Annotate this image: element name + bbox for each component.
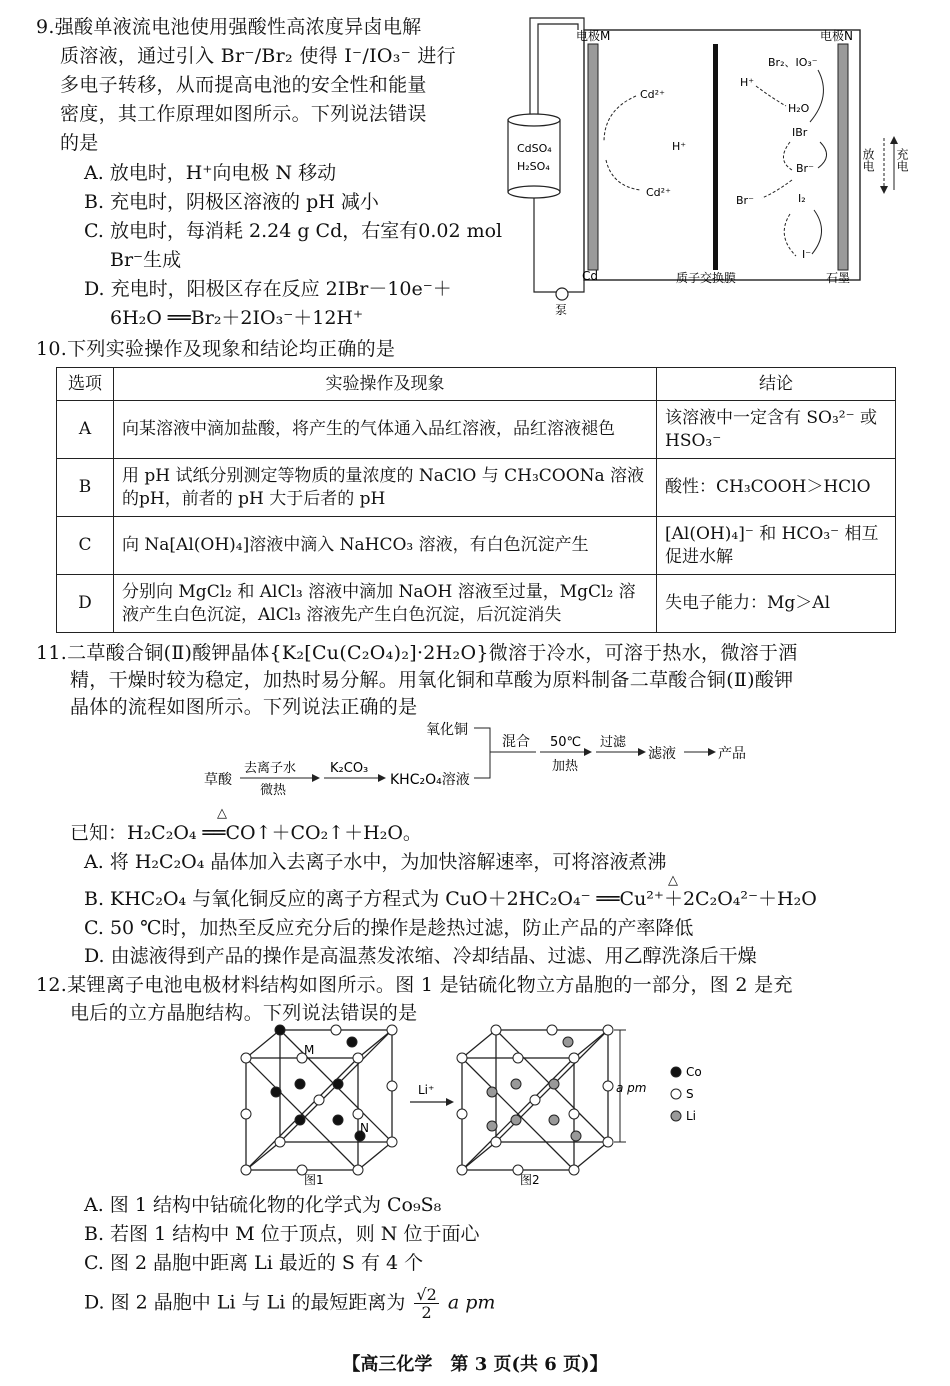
table-row <box>57 459 896 517</box>
electrode-m-label: 电极M <box>576 29 611 43</box>
table-row <box>57 575 896 633</box>
q12-stem-line-1: 12.某锂离子电池电极材料结构如图所示。图 1 是钴硫化物立方晶胞的一部分，图 2 是充 <box>36 974 793 996</box>
q11-stem-line-2: 精，干燥时较为稳定，加热时易分解。用氧化铜和草酸为原料制备二草酸合铜(Ⅱ)酸钾 <box>70 669 794 691</box>
h-right-label: H⁺ <box>740 76 755 89</box>
fraction-denominator: 2 <box>421 1303 432 1322</box>
q11-stem-line-1: 11.二草酸合铜(Ⅱ)酸钾晶体{K₂[Cu(C₂O₄)₂]·2H₂O}微溶于冷水，可溶于热水，微溶于酒 <box>36 642 798 664</box>
flow-product: 产品 <box>718 746 746 762</box>
i-minus-label: I⁻ <box>802 248 812 261</box>
battery-diagram <box>500 10 920 320</box>
q9-stem-line-4: 密度，其工作原理如图所示。下列说法错误 <box>60 103 427 125</box>
q10-stem: 10.下列实验操作及现象和结论均正确的是 <box>36 338 396 360</box>
fraction <box>414 1286 438 1321</box>
q11-option-d: D. 由滤液得到产品的操作是高温蒸发浓缩、冷却结晶、过滤、用乙醇洗涤后干燥 <box>84 945 757 967</box>
row-option: D <box>57 575 114 633</box>
q9-stem-line-5: 的是 <box>60 132 99 154</box>
legend-li-icon <box>671 1111 681 1121</box>
table-row <box>57 401 896 459</box>
electrode-n <box>838 44 848 270</box>
q9-option-d: D. 充电时，阳极区存在反应 2IBr－10e⁻＋ <box>84 278 452 300</box>
h-center-label: H⁺ <box>672 140 687 153</box>
legend-s-icon <box>671 1089 681 1099</box>
q11-option-c: C. 50 ℃时，加热至反应充分后的操作是趁热过滤，防止产品的产率降低 <box>84 917 694 939</box>
tank-label-1: CdSO₄ <box>517 142 552 155</box>
row-option: A <box>57 401 114 459</box>
q12-option-d-suffix: a pm <box>447 1291 496 1314</box>
label-n: N <box>360 1121 369 1135</box>
flow-k2co3: K₂CO₃ <box>330 761 369 776</box>
fig1-caption: 图1 <box>304 1173 324 1186</box>
q9-option-c: C. 放电时，每消耗 2.24 g Cd，右室有0.02 mol <box>84 220 503 242</box>
page-footer: 【高三化学 第 3 页(共 6 页)】 <box>342 1354 608 1375</box>
q11-stem-line-3: 晶体的流程如图所示。下列说法正确的是 <box>70 696 418 718</box>
charge-label: 充电 <box>895 148 909 172</box>
electrode-n-label: 电极N <box>820 29 853 43</box>
flow-mix: 混合 <box>502 734 530 750</box>
legend-co-icon <box>671 1067 681 1077</box>
flow-warm: 微热 <box>260 783 287 796</box>
membrane-label: 质子交换膜 <box>676 271 737 285</box>
row-conclusion: 失电子能力：Mg＞Al <box>657 575 896 633</box>
row-conclusion: [Al(OH)₄]⁻ 和 HCO₃⁻ 相互促进水解 <box>657 517 896 575</box>
q12-option-d <box>84 1286 495 1321</box>
q11-option-b: B. KHC₂O₄ 与氧化铜反应的离子方程式为 CuO＋2HC₂O₄⁻ ══Cu²⁺＋2C₂O₄²⁻＋H₂O <box>84 888 817 910</box>
q9-option-d-cont: 6H₂O ══Br₂＋2IO₃⁻＋12H⁺ <box>110 307 364 329</box>
legend-co: Co <box>686 1065 702 1079</box>
li-arrow-label: Li⁺ <box>418 1083 435 1097</box>
header-option: 选项 <box>57 368 114 401</box>
graphite-label: 石墨 <box>826 271 851 285</box>
preparation-flowchart <box>200 718 760 796</box>
q9-option-c-cont: Br⁻生成 <box>110 249 182 271</box>
flow-heat: 加热 <box>552 759 579 774</box>
q9-stem-line-2: 质溶液，通过引入 Br⁻/Br₂ 使得 I⁻/IO₃⁻ 进行 <box>60 45 456 67</box>
flow-temp: 50℃ <box>550 735 582 750</box>
row-operation: 分别向 MgCl₂ 和 AlCl₃ 溶液中滴加 NaOH 溶液至过量，MgCl₂ 溶液产生白色沉淀，AlCl₃ 溶液先产生白色沉淀，后沉淀消失 <box>114 575 657 633</box>
discharge-label: 放电 <box>861 148 875 172</box>
tank-label-2: H₂SO₄ <box>517 160 550 173</box>
row-conclusion: 酸性：CH₃COOH＞HClO <box>657 459 896 517</box>
br-left-label: Br⁻ <box>736 194 754 207</box>
flow-khc2o4: KHC₂O₄溶液 <box>390 772 470 788</box>
fig2-caption: 图2 <box>520 1173 540 1186</box>
header-operation: 实验操作及现象 <box>114 368 657 401</box>
row-operation: 用 pH 试纸分别测定等物质的量浓度的 NaClO 与 CH₃COONa 溶液的pH，前者的 pH 大于后者的 pH <box>114 459 657 517</box>
cd-label: Cd <box>582 269 598 283</box>
br-minus-label: Br⁻ <box>796 162 814 175</box>
header-conclusion: 结论 <box>657 368 896 401</box>
legend-li: Li <box>686 1109 697 1123</box>
proton-exchange-membrane <box>713 44 718 270</box>
table-row <box>57 517 896 575</box>
fraction-numerator: √2 <box>416 1285 437 1304</box>
i2-label: I₂ <box>798 192 806 205</box>
flow-oxalic: 草酸 <box>204 772 232 788</box>
flow-cuo: 氧化铜 <box>426 722 468 738</box>
label-m: M <box>304 1043 315 1057</box>
q9-option-b: B. 充电时，阴极区溶液的 pH 减小 <box>84 191 379 213</box>
flow-deion: 去离子水 <box>244 761 297 776</box>
pump-icon <box>556 288 568 300</box>
q9-stem-line-1: 9.强酸单液流电池使用强酸性高浓度异卤电解 <box>36 16 422 38</box>
row-option: C <box>57 517 114 575</box>
row-conclusion: 该溶液中一定含有 SO₃²⁻ 或 HSO₃⁻ <box>657 401 896 459</box>
crystal-structure-figure <box>240 1024 710 1186</box>
heat-triangle-1: △ <box>217 806 227 821</box>
row-operation: 向 Na[Al(OH)₄]溶液中滴入 NaHCO₃ 溶液，有白色沉淀产生 <box>114 517 657 575</box>
heat-triangle-2: △ <box>668 873 678 888</box>
cd2-bottom-label: Cd²⁺ <box>646 186 671 199</box>
q9-stem-line-3: 多电子转移，从而提高电池的安全性和能量 <box>60 74 427 96</box>
electrode-m <box>588 44 598 270</box>
experiment-table <box>56 367 896 633</box>
q12-option-a: A. 图 1 结构中钴硫化物的化学式为 Co₉S₈ <box>84 1194 442 1216</box>
legend-s: S <box>686 1087 694 1101</box>
q9-option-a: A. 放电时，H⁺向电极 N 移动 <box>84 162 337 184</box>
dimension-label: a pm <box>616 1081 647 1095</box>
q12-option-d-prefix: D. 图 2 晶胞中 Li 与 Li 的最短距离为 <box>84 1291 406 1314</box>
q12-option-c: C. 图 2 晶胞中距离 Li 最近的 S 有 4 个 <box>84 1252 424 1274</box>
q12-stem-line-2: 电后的立方晶胞结构。下列说法错误的是 <box>70 1002 418 1024</box>
br2-io3-label: Br₂、IO₃⁻ <box>768 56 818 69</box>
q12-option-b: B. 若图 1 结构中 M 位于顶点，则 N 位于面心 <box>84 1223 480 1245</box>
row-option: B <box>57 459 114 517</box>
flow-filter: 过滤 <box>600 735 627 750</box>
cd2-top-label: Cd²⁺ <box>640 88 665 101</box>
table-header-row <box>57 368 896 401</box>
q11-known: 已知：H₂C₂O₄ ══CO↑＋CO₂↑＋H₂O。 <box>70 822 422 844</box>
h2o-label: H₂O <box>788 102 810 115</box>
q11-option-a: A. 将 H₂C₂O₄ 晶体加入去离子水中，为加快溶解速率，可将溶液煮沸 <box>84 851 667 873</box>
pump-label: 泵 <box>555 303 568 317</box>
flow-filtrate: 滤液 <box>648 746 676 762</box>
electrolyte-tank <box>508 114 560 198</box>
ibr-label: IBr <box>792 126 808 139</box>
row-operation: 向某溶液中滴加盐酸，将产生的气体通入品红溶液，品红溶液褪色 <box>114 401 657 459</box>
